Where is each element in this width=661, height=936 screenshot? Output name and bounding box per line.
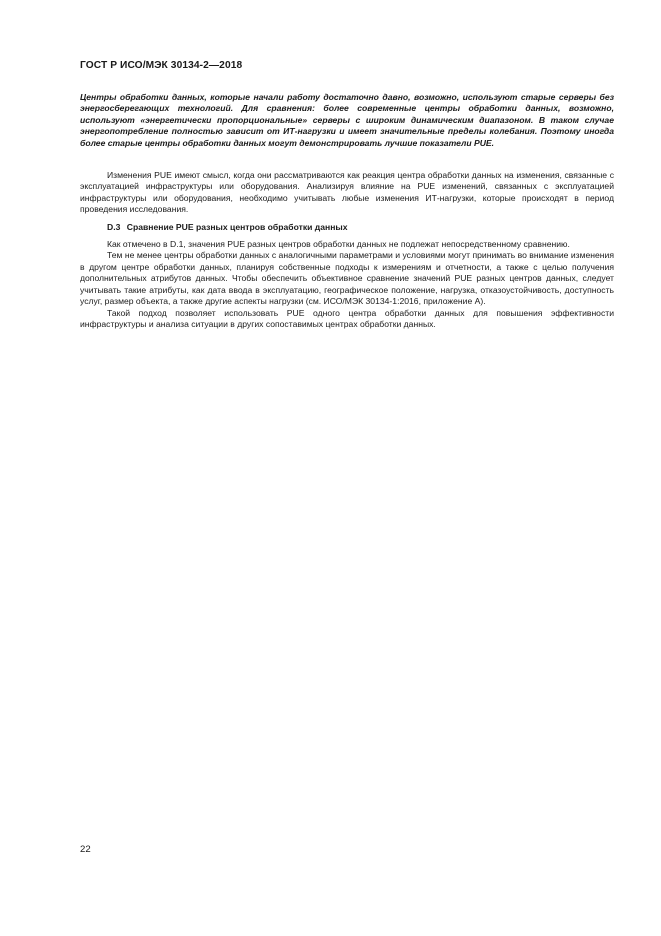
section-title: Сравнение PUE разных центров обработки данных bbox=[126, 221, 348, 232]
page-number: 22 bbox=[80, 844, 91, 855]
section-heading bbox=[80, 222, 614, 233]
page-content bbox=[80, 92, 614, 330]
paragraph-d3-2: Тем не менее центры обработки данных с аналогичными параметрами и условиями могут принимать во внимание изменения в другом центре обработки данных, планируя собственные подходы к измерениям и отчетности, а также с целью получения дополнительных атрибутов данных. Чтобы обеспечить объективное сравнение значений PUE разных центров данных, следует учитывать такие атрибуты, как дата ввода в эксплуатацию, географическое положение, нагрузка, отказоустойчивость, доступность услуг, размер объекта, а также другие аспекты нагрузки (см. ИСО/МЭК 30134-1:2016, приложение А). bbox=[80, 250, 614, 307]
spacer bbox=[80, 149, 614, 170]
paragraph-d3-1: Как отмечено в D.1, значения PUE разных центров обработки данных не подлежат непосредственному сравнению. bbox=[107, 239, 570, 250]
document-header: ГОСТ Р ИСО/МЭК 30134-2—2018 bbox=[80, 60, 243, 71]
paragraph-d3-3: Такой подход позволяет использовать PUE одного центра обработки данных для повышения эффективности инфраструктуры и анализа ситуации в других сопоставимых центрах обработки данных. bbox=[80, 307, 614, 329]
italic-note: Центры обработки данных, которые начали работу достаточно давно, возможно, используют старые серверы без энергосберегающих технологий. Для сравнения: более современные центры обработки данных, возможно, используют «энергетически пропорциональные» серверы с широким динамическим диапазоном. В таком случае энергопотребление полностью зависит от ИТ-нагрузки и имеет значительные пределы колебания. Поэтому иногда более старые центры обработки данных могут демонстрировать лучшие показатели PUE. bbox=[80, 92, 614, 148]
section-number: D.3 bbox=[107, 221, 121, 232]
paragraph-pue-changes: Изменения PUE имеют смысл, когда они рассматриваются как реакция центра обработки данных на изменения, связанные с эксплуатацией инфраструктуры или оборудования. Анализируя влияние на PUE изменений, связанных с эксплуатацией инфраструктуры или оборудования, необходимо учитывать любые изменения ИТ-нагрузки, которые происходят в период проведения исследования. bbox=[80, 170, 614, 215]
